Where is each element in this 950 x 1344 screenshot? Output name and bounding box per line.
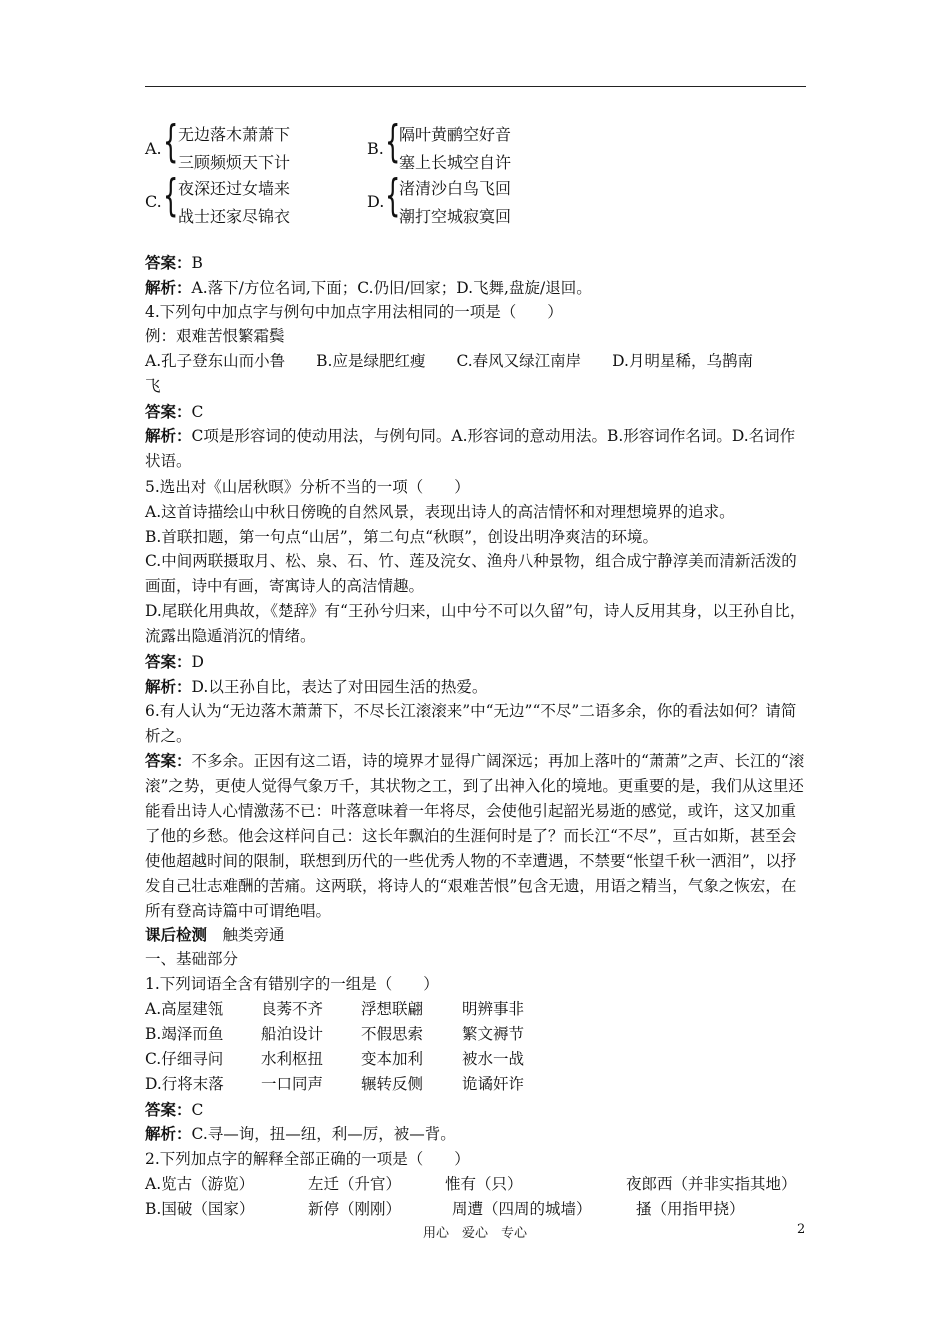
- q3-analysis: 解析：A.落下/方位名词,下面；C.仍旧/回家；D.飞舞,盘旋/退回。: [145, 279, 592, 297]
- option-c-line2: 战士还家尽锦衣: [178, 207, 291, 226]
- q5-option-b: B.首联扣题，第一句点“山居”，第二句点“秋暝”，创设出明净爽洁的环境。: [145, 528, 659, 546]
- q5-answer: 答案：D: [145, 653, 204, 671]
- q4-example: 例：艰难苦恨繁霜鬓: [145, 327, 285, 345]
- p1-answer: 答案：C: [145, 1101, 204, 1119]
- q4-stem: 4.下列句中加点字与例句中加点字用法相同的一项是（ ）: [145, 303, 563, 321]
- option-d-line2: 潮打空城寂寞回: [399, 207, 512, 226]
- q3-answer: 答案：B: [145, 254, 203, 272]
- header-rule: [145, 86, 806, 87]
- q5-option-c: C.中间两联摄取月、松、泉、石、竹、莲及浣女、渔舟八种景物，组合成宁静淳美而清新活泼的画面，诗中有画，寄寓诗人的高洁情趣。: [145, 552, 797, 595]
- q6-answer: 答案：不多余。正因有这二语，诗的境界才显得广阔深远；再加上落叶的“萧萧”之声、长江的“滚滚”之势，更使人觉得气象万千，其状物之工，到了出神入化的境地。更重要的是，我们从这里还能看出诗人心情激荡不已：叶落意味着一年将尽，会使他引起韶光易逝的感觉，或许，这又加重了他的乡愁。他会这样问自己：这长年飘泊的生涯何时是了？而长江“不尽”，亘古如斯，甚至会使他超越时间的限制，联想到历代的一些优秀人物的不幸遭遇，不禁要“怅望千秋一洒泪”，以抒发自己壮志难酬的苦痛。这两联，将诗人的“艰难苦恨”包含无遗，用语之精当，气象之恢宏，在所有登高诗篇中可谓绝唱。: [145, 752, 805, 920]
- q4-analysis: 解析：C项是形容词的使动用法，与例句同。A.形容词的意动用法。B.形容词作名词。D.名词作状语。: [145, 427, 796, 470]
- brace-icon: {: [385, 116, 401, 167]
- option-b-line2: 塞上长城空自许: [399, 153, 512, 172]
- option-d-line1: 渚清沙白鸟飞回: [399, 179, 512, 198]
- q5-stem: 5.选出对《山居秋暝》分析不当的一项（ ）: [145, 478, 470, 496]
- p1-analysis: 解析：C.寻—询，扭—纽，利—厉，被—背。: [145, 1125, 456, 1143]
- p1-stem: 1.下列词语全含有错别字的一组是（ ）: [145, 975, 439, 993]
- q5-analysis: 解析：D.以王孙自比，表达了对田园生活的热爱。: [145, 678, 488, 696]
- option-a-line1: 无边落木萧萧下: [178, 125, 291, 144]
- option-a-letter: A.: [145, 139, 162, 158]
- option-c-line1: 夜深还过女墙来: [178, 179, 291, 198]
- option-d-letter: D.: [367, 192, 385, 211]
- p2-stem: 2.下列加点字的解释全部正确的一项是（ ）: [145, 1150, 470, 1168]
- brace-icon: {: [163, 116, 179, 167]
- brace-icon: {: [385, 170, 401, 221]
- q4-options-cont: 飞: [145, 377, 161, 395]
- section-title: 课后检测 触类旁通: [145, 926, 285, 944]
- brace-icon: {: [163, 170, 179, 221]
- option-b-line1: 隔叶黄鹂空好音: [399, 125, 512, 144]
- section-part: 一、基础部分: [145, 950, 239, 968]
- footer-motto: 用心 爱心 专心: [422, 1226, 527, 1241]
- q4-answer: 答案：C: [145, 403, 204, 421]
- option-a-line2: 三顾频烦天下计: [178, 153, 291, 172]
- option-b-letter: B.: [367, 139, 384, 158]
- q6-stem: 6.有人认为“无边落木萧萧下，不尽长江滚滚来”中“无边”“不尽”二语多余，你的看法如何？请简析之。: [145, 702, 797, 745]
- page-number: 2: [797, 1222, 806, 1237]
- q5-option-a: A.这首诗描绘山中秋日傍晚的自然风景，表现出诗人的高洁情怀和对理想境界的追求。: [145, 503, 735, 521]
- q5-option-d: D.尾联化用典故，《楚辞》有“王孙兮归来，山中兮不可以久留”句，诗人反用其身，以王孙自比，流露出隐遁消沉的情绪。: [145, 602, 806, 645]
- option-c-letter: C.: [145, 192, 162, 211]
- q4-options: A.孔子登东山而小鲁 B.应是绿肥红瘦 C.春风又绿江南岸 D.月明星稀，乌鹊南: [145, 352, 753, 370]
